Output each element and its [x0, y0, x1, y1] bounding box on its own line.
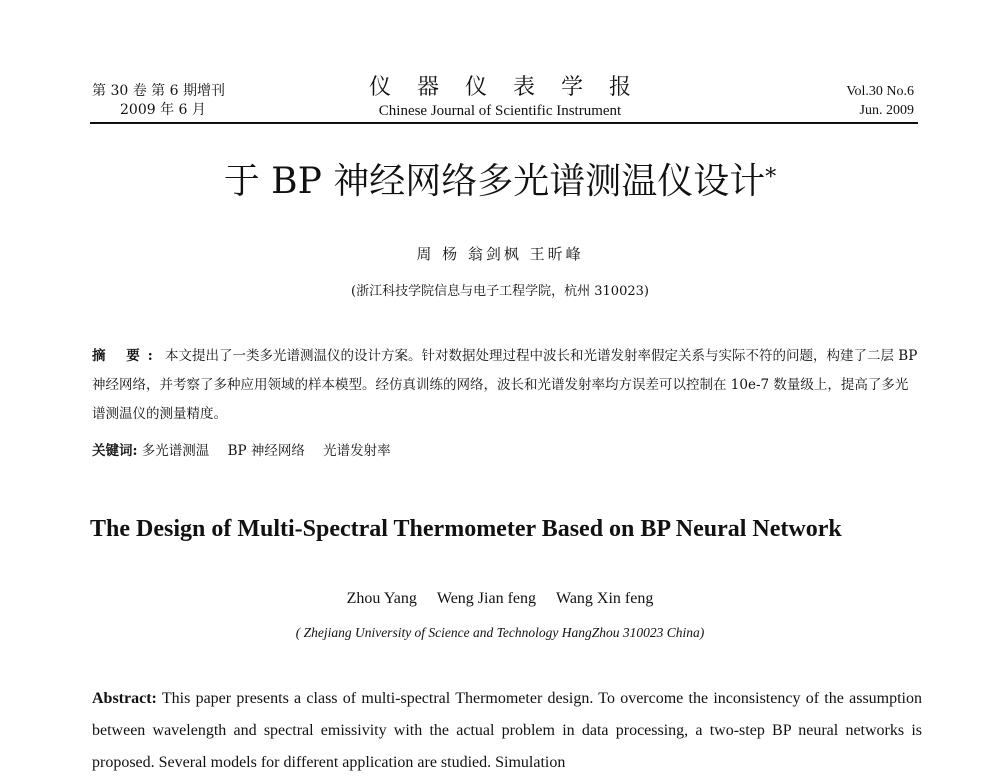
abstract-en [92, 683, 922, 779]
affiliation-cn: (浙江科技学院信息与电子工程学院，杭州 310023) [351, 284, 649, 299]
author-en: Wang Xin feng [556, 590, 654, 607]
abstract-cn [92, 342, 920, 429]
paper-title-en: The Design of Multi-Spectral Thermometer Based on BP Neural Network [90, 516, 842, 542]
abstract-cn-text: 本文提出了一类多光谱测温仪的设计方案。针对数据处理过程中波长和光谱发射率假定关系与实际不符的问题，构建了二层 BP 神经网络，并考察了多种应用领域的样本模型。经仿真训练的网络，波长和光谱发射率均方误差可以控制在 10e-7 数量级上，提高了多光谱测温仪的测量精度。 [92, 348, 918, 422]
affiliation-en: ( Zhejiang University of Science and Technology HangZhou 310023 China) [295, 625, 705, 640]
keyword: BP 神经网络 [227, 443, 305, 459]
authors-en [0, 590, 1000, 608]
abstract-en-label: Abstract: [92, 690, 157, 707]
header-rule [90, 122, 918, 124]
keywords-cn-label: 关键词: [92, 443, 138, 459]
abstract-cn-label: 摘 要: [92, 348, 161, 364]
keyword: 多光谱测温 [141, 443, 210, 459]
title-footnote-mark: * [765, 165, 777, 190]
authors-cn: 周 杨 翁剑枫 王昕峰 [416, 245, 584, 263]
issue-date-cn: 2009 年 6 月 [120, 102, 206, 118]
journal-name-cn: 仪器仪表学报 [368, 75, 657, 100]
keyword: 光谱发射率 [323, 443, 391, 459]
volume-info-en [846, 82, 914, 120]
author-en: Zhou Yang [346, 590, 417, 607]
volume-issue: 第 30 卷 第 6 期增刊 [92, 83, 225, 99]
journal-name-en: Chinese Journal of Scientific Instrument [378, 103, 622, 119]
paper-title-cn [0, 160, 1000, 204]
paper-title-cn-text: 于 BP 神经网络多光谱测温仪设计 [223, 161, 766, 202]
abstract-en-text: This paper presents a class of multi-spectral Thermometer design. To overcome the inconsistency of the assumption between wavelength and spectral emissivity with the actual problem in data processing, a two-step BP neural networks is proposed. Several models for different application are studied. Simulation [92, 690, 923, 771]
volume-number-en: Vol.30 No.6 [846, 84, 914, 99]
keywords-cn [92, 440, 920, 462]
issue-date-en: Jun. 2009 [859, 103, 914, 118]
author-en: Weng Jian feng [436, 590, 536, 607]
